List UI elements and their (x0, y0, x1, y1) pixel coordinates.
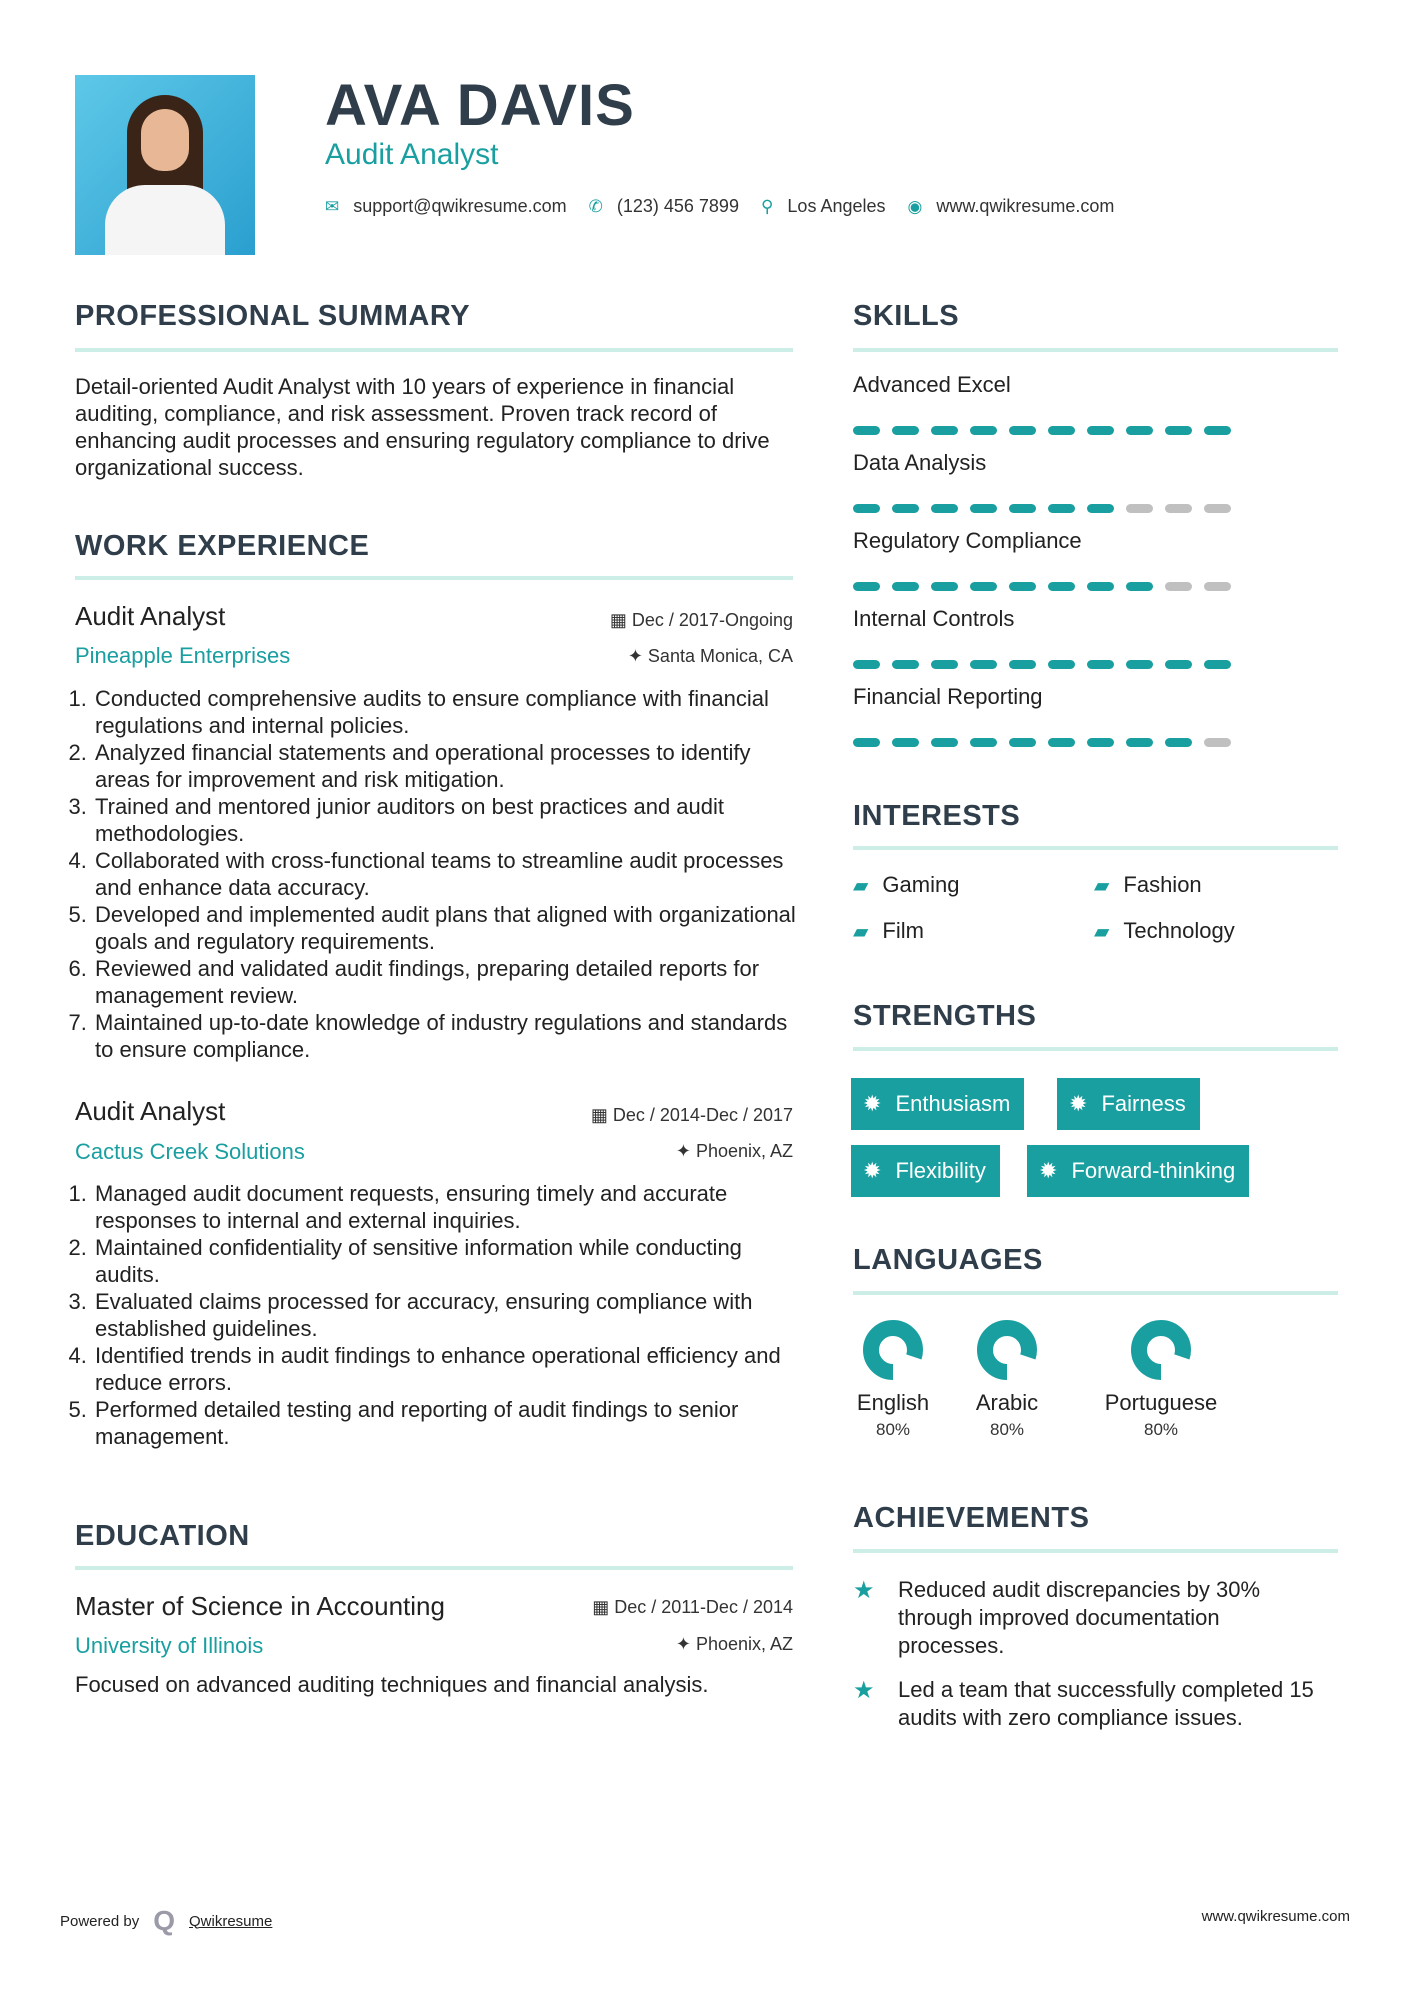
skill-level-segment (892, 582, 919, 591)
calendar-icon: ▦ (590, 1105, 613, 1125)
education-location: ✦ Phoenix, AZ (675, 1634, 793, 1654)
contact-website[interactable]: www.qwikresume.com (936, 196, 1115, 216)
list-item: 7. Maintained up-to-date knowledge of industry regulations and standards to ensure compliance. (93, 1009, 800, 1063)
divider (853, 348, 1338, 352)
divider (853, 1549, 1338, 1553)
skill-level-segment (853, 582, 880, 591)
strength-badge: ✹ Forward-thinking (1027, 1145, 1249, 1197)
job-title: Audit Analyst (75, 601, 226, 631)
skill-name: Internal Controls (853, 606, 1015, 631)
skill-level-segment (1009, 660, 1036, 669)
job-bullets (75, 1180, 800, 1450)
interests-heading: INTERESTS (853, 800, 1021, 832)
summary-heading: PROFESSIONAL SUMMARY (75, 300, 471, 332)
language-percent: 80% (989, 1420, 1025, 1439)
skill-level-segment (1165, 738, 1192, 747)
pin-icon: ✦ (675, 1141, 696, 1161)
skill-level-segment (1204, 738, 1231, 747)
skill-level-segment (1087, 582, 1114, 591)
skill-level-segment (1048, 738, 1075, 747)
skill-level-segment (931, 426, 958, 435)
skill-level-segment (1204, 426, 1231, 435)
book-icon: ▰ (853, 874, 869, 897)
skill-level-segment (1204, 582, 1231, 591)
language-item (947, 1318, 1067, 1440)
skill-level-segment (1126, 738, 1153, 747)
list-item: 1. Conducted comprehensive audits to ensure compliance with financial regulations and internal policies. (93, 685, 800, 739)
book-icon: ▰ (1094, 874, 1110, 897)
footer-url[interactable]: www.qwikresume.com (1201, 1908, 1350, 1925)
skill-level-segment (1048, 582, 1075, 591)
skill-level-segment (1009, 504, 1036, 513)
skill-level-segment (892, 504, 919, 513)
qwikresume-logo-icon: Q (153, 1905, 175, 1936)
achievements-heading: ACHIEVEMENTS (853, 1502, 1090, 1534)
experience-heading: WORK EXPERIENCE (75, 530, 370, 562)
job-company: Pineapple Enterprises (75, 643, 291, 668)
skill-name: Financial Reporting (853, 684, 1043, 709)
skill-level-segment (970, 738, 997, 747)
interest-item: ▰ Fashion (1094, 872, 1202, 897)
globe-icon: ◉ (907, 196, 923, 216)
divider (853, 1291, 1338, 1295)
interest-item: ▰ Film (853, 918, 924, 943)
language-percent: 80% (1143, 1420, 1179, 1439)
divider (75, 576, 793, 580)
phone-icon: ✆ (588, 196, 603, 216)
languages-heading: LANGUAGES (853, 1244, 1043, 1276)
skill-level-segment (1165, 426, 1192, 435)
pin-icon: ✦ (627, 646, 648, 666)
degree: Master of Science in Accounting (75, 1591, 445, 1621)
star-icon: ★ (853, 1577, 875, 1604)
badge-icon: ✹ (863, 1091, 882, 1116)
job-dates: ▦ Dec / 2014-Dec / 2017 (590, 1105, 793, 1125)
skill-level-segment (1165, 504, 1192, 513)
divider (75, 1566, 793, 1570)
language-progress-ring (975, 1318, 1039, 1382)
skill-name: Regulatory Compliance (853, 528, 1082, 553)
interest-item: ▰ Technology (1094, 918, 1235, 943)
skill-level-segment (1165, 660, 1192, 669)
skill-level-segment (892, 426, 919, 435)
education-dates: ▦ Dec / 2011-Dec / 2014 (592, 1597, 793, 1617)
skill-level-segment (1009, 738, 1036, 747)
skill-level-segment (1204, 504, 1231, 513)
contact-row (325, 196, 1136, 217)
map-pin-icon: ⚲ (760, 196, 774, 216)
language-item (833, 1318, 953, 1440)
profile-photo (75, 75, 255, 255)
qwikresume-link[interactable]: Qwikresume (189, 1912, 273, 1930)
skill-level-segment (1126, 426, 1153, 435)
skill-level-segment (970, 660, 997, 669)
skill-level-segment (853, 504, 880, 513)
job-bullets (75, 685, 800, 1063)
envelope-icon: ✉ (325, 196, 340, 216)
candidate-title: Audit Analyst (325, 138, 499, 171)
badge-icon: ✹ (1039, 1158, 1058, 1183)
skill-level-segment (1048, 504, 1075, 513)
badge-icon: ✹ (863, 1158, 882, 1183)
language-name: Arabic (975, 1390, 1039, 1415)
skill-level-segment (892, 738, 919, 747)
skill-level-bar (853, 426, 1231, 435)
calendar-icon: ▦ (592, 1597, 615, 1617)
list-item: 4. Identified trends in audit findings to enhance operational efficiency and reduce errors. (93, 1342, 800, 1396)
skill-name: Advanced Excel (853, 372, 1011, 397)
strengths-heading: STRENGTHS (853, 1000, 1037, 1032)
job-dates: ▦ Dec / 2017-Ongoing (609, 610, 793, 630)
language-percent: 80% (875, 1420, 911, 1439)
skill-level-segment (1126, 582, 1153, 591)
job-company: Cactus Creek Solutions (75, 1139, 305, 1164)
list-item: 1. Managed audit document requests, ensuring timely and accurate responses to internal and external inquiries. (93, 1180, 800, 1234)
divider (853, 1047, 1338, 1051)
star-icon: ★ (853, 1677, 875, 1704)
skill-level-segment (1165, 582, 1192, 591)
language-item (1101, 1318, 1221, 1440)
skill-level-bar (853, 660, 1231, 669)
skill-level-segment (1009, 426, 1036, 435)
skill-level-segment (970, 426, 997, 435)
skill-level-segment (1087, 660, 1114, 669)
list-item: 5. Developed and implemented audit plans that aligned with organizational goals and regulatory requirements. (93, 901, 800, 955)
skill-level-segment (853, 660, 880, 669)
summary-text: Detail-oriented Audit Analyst with 10 years of experience in financial auditing, compliance, and risk assessment. Proven track record of enhancing audit processes and ensuring regulatory compliance to drive organizational success. (75, 374, 770, 480)
skill-level-segment (970, 582, 997, 591)
skill-level-segment (931, 504, 958, 513)
book-icon: ▰ (853, 920, 869, 943)
skill-level-segment (931, 738, 958, 747)
strength-badge: ✹ Fairness (1057, 1078, 1200, 1130)
divider (853, 846, 1338, 850)
list-item: 4. Collaborated with cross-functional teams to streamline audit processes and enhance data accuracy. (93, 847, 800, 901)
job-title: Audit Analyst (75, 1096, 226, 1126)
skill-level-segment (931, 582, 958, 591)
skill-level-segment (1087, 426, 1114, 435)
language-name: Portuguese (1104, 1390, 1218, 1415)
job-location: ✦ Santa Monica, CA (627, 646, 793, 666)
skill-level-segment (931, 660, 958, 669)
achievement-item: ★ Reduced audit discrepancies by 30% through improved documentation processes. (853, 1577, 1261, 1658)
candidate-name: AVA DAVIS (325, 73, 635, 138)
skill-level-segment (1048, 426, 1075, 435)
book-icon: ▰ (1094, 920, 1110, 943)
strength-badge: ✹ Enthusiasm (851, 1078, 1024, 1130)
language-progress-ring (861, 1318, 925, 1382)
skill-level-segment (853, 426, 880, 435)
list-item: 5. Performed detailed testing and reporting of audit findings to senior management. (93, 1396, 800, 1450)
contact-location: Los Angeles (787, 196, 886, 216)
skill-level-segment (853, 738, 880, 747)
interest-item: ▰ Gaming (853, 872, 960, 897)
skill-level-segment (970, 504, 997, 513)
skill-level-segment (1126, 504, 1153, 513)
list-item: 2. Analyzed financial statements and operational processes to identify areas for improvement and risk mitigation. (93, 739, 800, 793)
skill-name: Data Analysis (853, 450, 987, 475)
list-item: 3. Trained and mentored junior auditors on best practices and audit methodologies. (93, 793, 800, 847)
list-item: 3. Evaluated claims processed for accuracy, ensuring compliance with established guidelines. (93, 1288, 800, 1342)
language-progress-ring (1129, 1318, 1193, 1382)
skill-level-segment (892, 660, 919, 669)
footer-powered: Powered by Q Qwikresume (60, 1905, 273, 1936)
job-location: ✦ Phoenix, AZ (675, 1141, 793, 1161)
education-text: Focused on advanced auditing techniques and financial analysis. (75, 1672, 709, 1697)
skill-level-segment (1126, 660, 1153, 669)
pin-icon: ✦ (675, 1634, 696, 1654)
education-heading: EDUCATION (75, 1520, 250, 1552)
badge-icon: ✹ (1069, 1091, 1088, 1116)
school: University of Illinois (75, 1633, 264, 1658)
skill-level-bar (853, 582, 1231, 591)
list-item: 6. Reviewed and validated audit findings, preparing detailed reports for management review. (93, 955, 800, 1009)
skill-level-segment (1048, 660, 1075, 669)
skill-level-segment (1009, 582, 1036, 591)
contact-phone: (123) 456 7899 (616, 196, 739, 216)
list-item: 2. Maintained confidentiality of sensitive information while conducting audits. (93, 1234, 800, 1288)
skill-level-bar (853, 738, 1231, 747)
skill-level-segment (1087, 738, 1114, 747)
language-name: English (856, 1390, 930, 1415)
skill-level-segment (1087, 504, 1114, 513)
achievement-item: ★ Led a team that successfully completed 15 audits with zero compliance issues. (853, 1677, 1314, 1730)
calendar-icon: ▦ (609, 610, 632, 630)
contact-email[interactable]: support@qwikresume.com (353, 196, 567, 216)
skill-level-bar (853, 504, 1231, 513)
skills-heading: SKILLS (853, 300, 960, 332)
divider (75, 348, 793, 352)
strength-badge: ✹ Flexibility (851, 1145, 1000, 1197)
skill-level-segment (1204, 660, 1231, 669)
